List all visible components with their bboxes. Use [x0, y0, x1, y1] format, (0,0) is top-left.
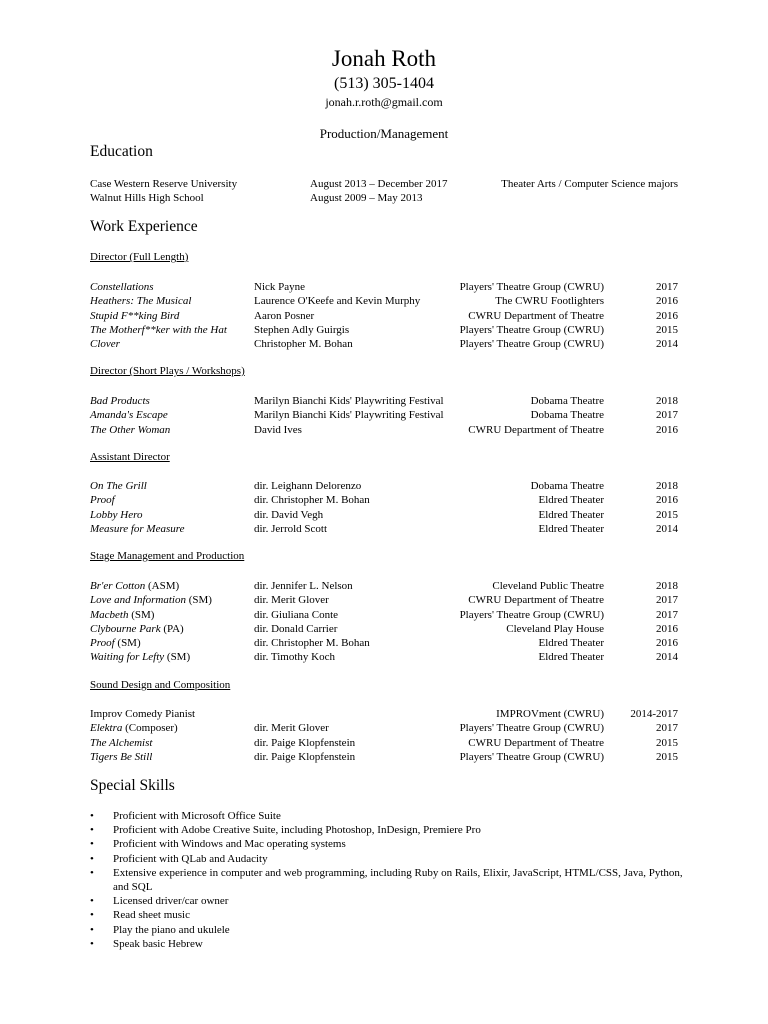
experience-row	[90, 707, 678, 721]
school-major: Theater Arts / Computer Science majors	[501, 178, 678, 190]
experience-row	[90, 750, 678, 764]
venue-name: CWRU Department of Theatre	[468, 309, 604, 322]
role-label: (PA)	[160, 622, 184, 635]
work-name: Constellations	[90, 281, 154, 293]
experience-row	[90, 608, 678, 622]
production-title	[90, 337, 120, 351]
person-name: dir. Merit Glover	[254, 722, 329, 735]
work-name: Waiting for Lefty	[90, 651, 165, 664]
person-name: dir. Timothy Koch	[254, 651, 335, 664]
role-label: (SM)	[164, 651, 191, 664]
email-address: jonah.r.roth@gmail.com	[325, 95, 443, 109]
experience-row	[90, 636, 678, 650]
work-name: Br'er Cotton	[90, 580, 146, 592]
year: 2018	[656, 580, 678, 592]
person-name: dir. Paige Klopfenstein	[254, 750, 356, 763]
year: 2015	[656, 508, 678, 521]
experience-row	[90, 579, 678, 593]
production-title	[90, 721, 178, 735]
skill-item: • Proficient with Windows and Mac operating systems	[90, 837, 690, 851]
work-name: Lobby Hero	[90, 508, 143, 521]
venue-name: Eldred Theater	[538, 522, 604, 535]
skill-item: • Proficient with Microsoft Office Suite	[90, 809, 690, 823]
year: 2014-2017	[630, 708, 678, 720]
production-title	[90, 323, 227, 337]
experience-row	[90, 479, 678, 493]
skill-item: • Extensive experience in computer and web programming, including Ruby on Rails, Elixir, JavaScript, HTML/CSS, Java, Python, and SQL	[90, 866, 690, 894]
production-title	[90, 508, 142, 522]
person-name: Christopher M. Bohan	[254, 338, 353, 350]
skill-item: • Licensed driver/car owner	[90, 894, 690, 908]
production-title	[90, 493, 115, 507]
venue-name: Eldred Theater	[538, 651, 604, 664]
work-name: Measure for Measure	[90, 522, 185, 535]
production-title	[90, 280, 154, 294]
production-title	[90, 479, 147, 493]
production-title	[90, 736, 152, 750]
production-title	[90, 650, 190, 664]
year: 2014	[656, 651, 678, 664]
experience-row	[90, 522, 678, 536]
venue-name: Dobama Theatre	[530, 409, 604, 422]
venue-name: Eldred Theater	[538, 637, 604, 649]
venue-name: Players' Theatre Group (CWRU)	[459, 323, 604, 336]
work-name: Clover	[90, 338, 120, 350]
production-title	[90, 423, 170, 437]
person-name: dir. Jennifer L. Nelson	[254, 580, 353, 592]
work-name: The Other Woman	[90, 423, 171, 436]
venue-name: Eldred Theater	[538, 494, 604, 507]
education-heading: Education	[90, 143, 153, 160]
education-row	[90, 191, 678, 205]
production-title	[90, 636, 141, 650]
year: 2016	[656, 622, 678, 635]
year: 2015	[656, 736, 678, 749]
candidate-name: Jonah Roth	[331, 46, 437, 71]
work-name: Proof	[90, 637, 115, 649]
experience-row	[90, 309, 678, 323]
production-title	[90, 579, 179, 593]
school-dates: August 2009 – May 2013	[310, 192, 423, 204]
production-title	[90, 408, 168, 422]
person-name: Marilyn Bianchi Kids' Playwriting Festival	[254, 395, 444, 407]
year: 2016	[656, 637, 678, 649]
person-name: David Ives	[254, 423, 302, 436]
year: 2015	[656, 750, 678, 763]
production-title	[90, 394, 150, 408]
year: 2015	[656, 323, 678, 336]
venue-name: Players' Theatre Group (CWRU)	[459, 722, 604, 735]
venue-name: Dobama Theatre	[530, 480, 604, 492]
work-name: Macbeth	[90, 608, 129, 621]
venue-name: The CWRU Footlighters	[495, 295, 604, 308]
assistant-director-heading: Assistant Director	[90, 451, 170, 463]
venue-name: Cleveland Public Theatre	[492, 580, 604, 592]
skill-item: • Play the piano and ukulele	[90, 923, 690, 937]
skill-item: • Speak basic Hebrew	[90, 937, 690, 951]
experience-row	[90, 593, 678, 607]
person-name: Marilyn Bianchi Kids' Playwriting Festival	[254, 409, 444, 422]
person-name: dir. Merit Glover	[254, 594, 329, 607]
production-title	[90, 309, 179, 323]
work-name: Heathers: The Musical	[90, 295, 192, 308]
person-name: Nick Payne	[254, 281, 306, 293]
venue-name: CWRU Department of Theatre	[468, 423, 604, 436]
experience-row	[90, 408, 678, 422]
person-name: dir. Christopher M. Bohan	[254, 494, 370, 507]
experience-row	[90, 622, 678, 636]
year: 2016	[656, 309, 678, 322]
year: 2017	[656, 722, 678, 735]
year: 2014	[656, 522, 678, 535]
work-name: Amanda's Escape	[90, 409, 168, 422]
experience-row	[90, 508, 678, 522]
experience-row	[90, 394, 678, 408]
year: 2017	[656, 409, 678, 422]
education-row	[90, 177, 678, 191]
school-name: Case Western Reserve University	[90, 178, 238, 190]
experience-row	[90, 721, 678, 735]
production-title	[90, 608, 154, 622]
person-name: Laurence O'Keefe and Kevin Murphy	[254, 295, 421, 308]
resume-header	[0, 0, 768, 142]
work-experience-heading: Work Experience	[90, 218, 198, 235]
person-name: dir. Giuliana Conte	[254, 608, 339, 621]
work-name: Bad Products	[90, 395, 150, 407]
person-name: dir. David Vegh	[254, 508, 324, 521]
year: 2018	[656, 480, 678, 492]
sound-design-heading: Sound Design and Composition	[90, 679, 231, 691]
role-label: (SM)	[114, 637, 141, 649]
venue-name: Players' Theatre Group (CWRU)	[459, 338, 604, 350]
work-name: On The Grill	[90, 480, 147, 492]
year: 2016	[656, 494, 678, 507]
stage-management-heading: Stage Management and Production	[90, 550, 245, 562]
person-name: dir. Donald Carrier	[254, 622, 338, 635]
person-name: dir. Paige Klopfenstein	[254, 736, 356, 749]
year: 2017	[656, 594, 678, 607]
special-skills-heading: Special Skills	[90, 777, 175, 794]
person-name: dir. Jerrold Scott	[254, 522, 328, 535]
role-label: (SM)	[128, 608, 155, 621]
production-title	[90, 522, 185, 536]
work-name: Love and Information	[90, 594, 186, 607]
production-title	[90, 593, 212, 607]
work-name: Clybourne Park	[90, 622, 161, 635]
work-name: The Motherf**ker with the Hat	[90, 323, 227, 336]
venue-name: CWRU Department of Theatre	[468, 736, 604, 749]
person-name: dir. Leighann Delorenzo	[254, 480, 362, 492]
year: 2016	[656, 295, 678, 308]
role-label: (SM)	[185, 594, 212, 607]
experience-row	[90, 650, 678, 664]
production-title	[90, 750, 152, 764]
production-title	[90, 622, 184, 636]
experience-row	[90, 337, 678, 351]
person-name: Aaron Posner	[254, 309, 315, 322]
venue-name: Players' Theatre Group (CWRU)	[459, 281, 604, 293]
experience-row	[90, 736, 678, 750]
venue-name: Dobama Theatre	[530, 395, 604, 407]
person-name: dir. Christopher M. Bohan	[254, 637, 370, 649]
school-dates: August 2013 – December 2017	[310, 178, 448, 190]
experience-row	[90, 280, 678, 294]
year: 2016	[656, 423, 678, 436]
year: 2018	[656, 395, 678, 407]
skill-item: • Proficient with QLab and Audacity	[90, 852, 690, 866]
skill-item: • Proficient with Adobe Creative Suite, including Photoshop, InDesign, Premiere Pro	[90, 823, 690, 837]
venue-name: Players' Theatre Group (CWRU)	[459, 750, 604, 763]
venue-name: IMPROVment (CWRU)	[496, 708, 604, 720]
resume-subtitle: Production/Management	[319, 126, 449, 141]
year: 2017	[656, 608, 678, 621]
year: 2017	[656, 281, 678, 293]
skill-item: • Read sheet music	[90, 908, 690, 922]
production-title	[90, 707, 195, 721]
experience-row	[90, 323, 678, 337]
venue-name: Players' Theatre Group (CWRU)	[459, 608, 604, 621]
person-name: Stephen Adly Guirgis	[254, 323, 350, 336]
work-name: The Alchemist	[90, 736, 153, 749]
experience-row	[90, 493, 678, 507]
production-title	[90, 294, 191, 308]
work-name: Elektra	[90, 722, 123, 735]
phone-number: (513) 305-1404	[334, 75, 434, 92]
venue-name: CWRU Department of Theatre	[468, 594, 604, 607]
director-full-heading: Director (Full Length)	[90, 251, 189, 263]
venue-name: Eldred Theater	[538, 508, 604, 521]
school-name: Walnut Hills High School	[90, 192, 204, 204]
year: 2014	[656, 338, 678, 350]
position-title: Improv Comedy Pianist	[90, 708, 196, 720]
director-short-heading: Director (Short Plays / Workshops)	[90, 365, 245, 377]
venue-name: Cleveland Play House	[506, 622, 604, 635]
work-name: Tigers Be Still	[90, 750, 153, 763]
work-name: Stupid F**king Bird	[90, 309, 180, 322]
work-name: Proof	[90, 494, 115, 507]
experience-row	[90, 423, 678, 437]
experience-row	[90, 294, 678, 308]
role-label: (ASM)	[145, 580, 180, 592]
skills-list	[90, 809, 690, 951]
role-label: (Composer)	[122, 722, 178, 735]
